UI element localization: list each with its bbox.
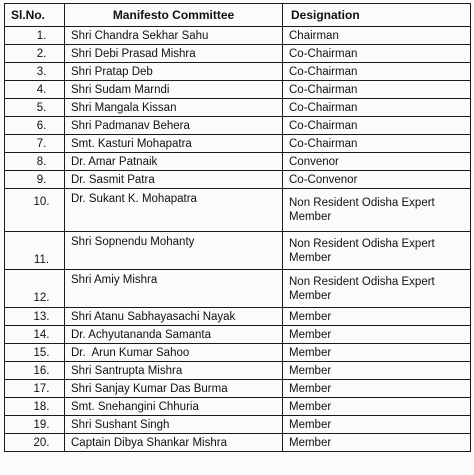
serial-number: 9. [5, 171, 65, 189]
member-designation: Member [283, 308, 471, 326]
member-name: Dr. Sukant K. Mohapatra [65, 189, 283, 232]
member-designation: Member [283, 398, 471, 416]
member-name: Shri Sushant Singh [65, 416, 283, 434]
serial-number: 20. [5, 434, 65, 452]
serial-number: 2. [5, 45, 65, 63]
table-row [5, 45, 471, 63]
member-designation-cell [283, 189, 471, 232]
member-name: Shri Santrupta Mishra [65, 362, 283, 380]
member-name: Dr. Achyutananda Samanta [65, 326, 283, 344]
serial-number: 19. [5, 416, 65, 434]
table-row [5, 63, 471, 81]
table-row [5, 270, 471, 308]
serial-number: 17. [5, 380, 65, 398]
member-designation: Member [283, 434, 471, 452]
table-row [5, 380, 471, 398]
table-row [5, 416, 471, 434]
table-row [5, 27, 471, 45]
manifesto-committee-table [4, 3, 471, 452]
member-name: Captain Dibya Shankar Mishra [65, 434, 283, 452]
member-name: Shri Sanjay Kumar Das Burma [65, 380, 283, 398]
table-row [5, 117, 471, 135]
table-row [5, 434, 471, 452]
serial-number: 3. [5, 63, 65, 81]
member-designation: Member [283, 326, 471, 344]
serial-number: 1. [5, 27, 65, 45]
serial-number: 15. [5, 344, 65, 362]
header-sl-no: Sl.No. [5, 4, 65, 27]
table-row [5, 189, 471, 232]
serial-number: 10. [5, 189, 65, 232]
member-designation: Member [283, 362, 471, 380]
serial-number: 8. [5, 153, 65, 171]
serial-number: 4. [5, 81, 65, 99]
member-designation: Non Resident Odisha Expert Member [289, 197, 435, 223]
table-row [5, 99, 471, 117]
member-name: Shri Debi Prasad Mishra [65, 45, 283, 63]
member-name: Smt. Snehangini Chhuria [65, 398, 283, 416]
member-designation: Co-Chairman [283, 135, 471, 153]
member-designation: Non Resident Odisha Expert Member [289, 237, 435, 264]
table-row [5, 398, 471, 416]
member-name: Shri Chandra Sekhar Sahu [65, 27, 283, 45]
serial-number: 18. [5, 398, 65, 416]
serial-number: 11. [5, 232, 65, 270]
table-row [5, 344, 471, 362]
member-designation: Non Resident Odisha Expert Member [289, 275, 435, 302]
serial-number: 7. [5, 135, 65, 153]
serial-number: 6. [5, 117, 65, 135]
member-designation: Co-Chairman [283, 81, 471, 99]
member-name: Shri Amiy Mishra [65, 270, 283, 308]
member-name: Shri Pratap Deb [65, 63, 283, 81]
table-header-row [5, 4, 471, 27]
member-designation: Member [283, 344, 471, 362]
member-name: Shri Sudam Marndi [65, 81, 283, 99]
member-designation: Co-Chairman [283, 63, 471, 81]
member-designation: Co-Convenor [283, 171, 471, 189]
serial-number: 16. [5, 362, 65, 380]
member-name: Shri Padmanav Behera [65, 117, 283, 135]
member-name: Smt. Kasturi Mohapatra [65, 135, 283, 153]
member-name: Dr. Amar Patnaik [65, 153, 283, 171]
table-row [5, 81, 471, 99]
serial-number: 13. [5, 308, 65, 326]
member-name: Shri Mangala Kissan [65, 99, 283, 117]
member-name: Shri Sopnendu Mohanty [65, 232, 283, 270]
table-row [5, 232, 471, 270]
member-designation: Co-Chairman [283, 99, 471, 117]
member-name: Dr. Arun Kumar Sahoo [65, 344, 283, 362]
member-name: Shri Atanu Sabhayasachi Nayak [65, 308, 283, 326]
member-designation: Member [283, 416, 471, 434]
member-name: Dr. Sasmit Patra [65, 171, 283, 189]
member-designation: Convenor [283, 153, 471, 171]
member-designation-cell [283, 270, 471, 308]
serial-number: 5. [5, 99, 65, 117]
table-row [5, 135, 471, 153]
table-row [5, 153, 471, 171]
member-designation-cell [283, 232, 471, 270]
serial-number: 12. [5, 270, 65, 308]
member-designation: Co-Chairman [283, 45, 471, 63]
header-designation: Designation [283, 4, 471, 27]
member-designation: Member [283, 380, 471, 398]
member-designation: Chairman [283, 27, 471, 45]
member-designation: Co-Chairman [283, 117, 471, 135]
serial-number: 14. [5, 326, 65, 344]
table-row [5, 362, 471, 380]
table-row [5, 326, 471, 344]
table-row [5, 308, 471, 326]
table-row [5, 171, 471, 189]
header-manifesto-committee: Manifesto Committee [65, 4, 283, 27]
